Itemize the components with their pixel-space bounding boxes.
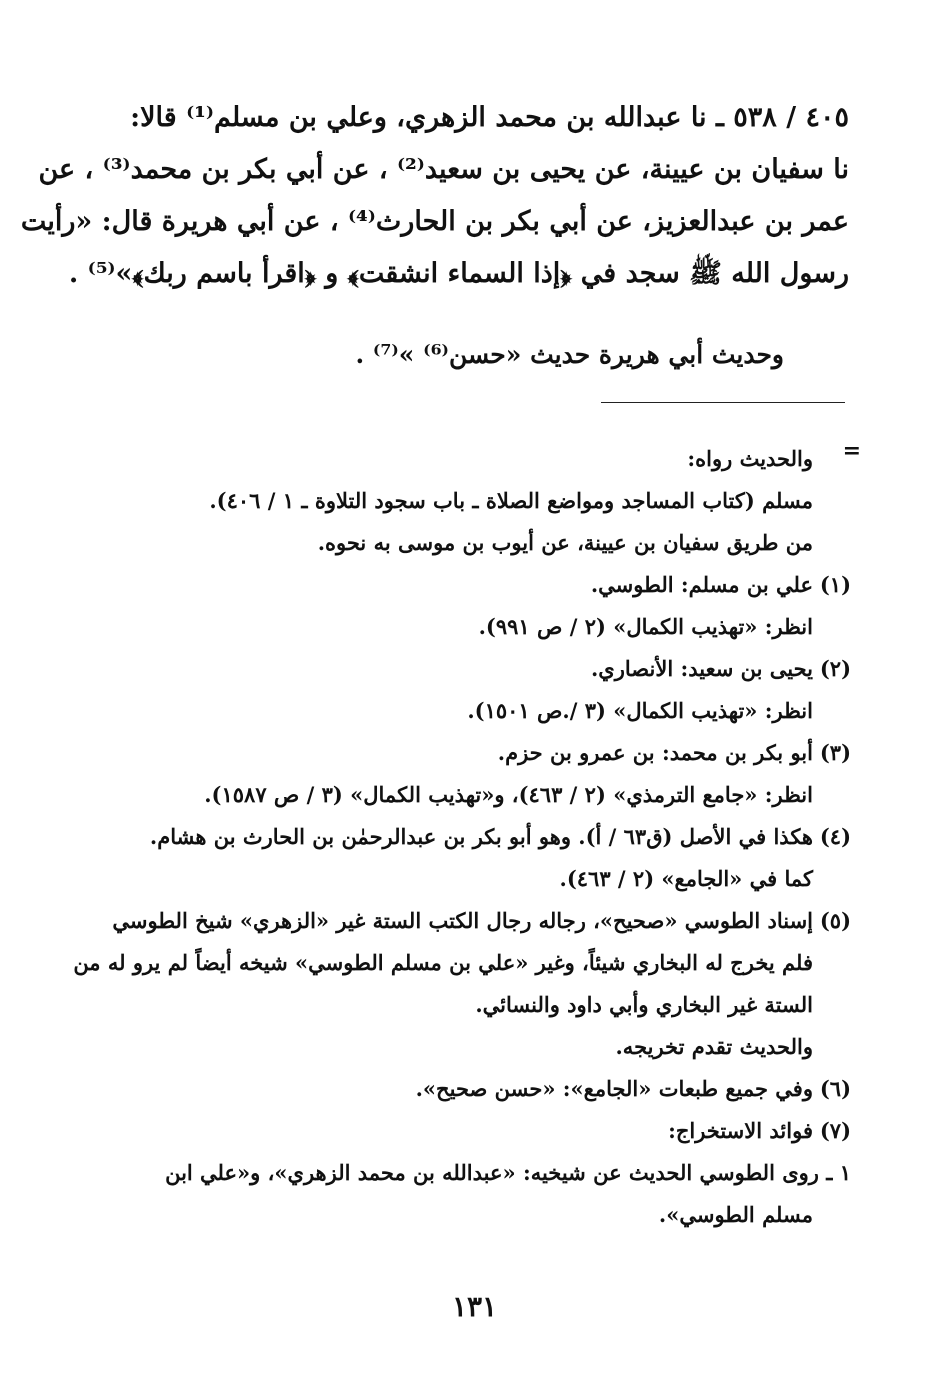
benefit-line: مسلم الطوسي». <box>658 1202 813 1227</box>
footnote-text: إسناد الطوسي «صحيح»، رجاله رجال الكتب الستة غير «الزهري» شيخ الطوسي <box>112 908 813 933</box>
footnotes <box>73 438 851 1236</box>
benefit-line: ١ ـ روى الطوسي الحديث عن شيخيه: «عبدالله بن محمد الزهري»، و«علي ابن <box>165 1160 851 1185</box>
footnote-separator <box>601 402 845 403</box>
footnote-number: (٧) <box>819 1118 851 1143</box>
footnote-7 <box>139 1110 851 1152</box>
footnote-number: (٣) <box>819 740 851 765</box>
footnote-ref: انظر: «جامع الترمذي» (٢ / ٤٦٣)، و«تهذيب الكمال» (٣ / ص ١٥٨٧). <box>204 782 813 807</box>
footnote-text: والحديث تقدم تخريجه. <box>615 1034 813 1059</box>
footnote-1 <box>139 564 851 606</box>
footnote-2 <box>139 648 851 690</box>
footnote-text: فوائد الاستخراج: <box>668 1118 813 1143</box>
footnote-ref: انظر: «تهذيب الكمال» (٣ /.ص ١٥٠١). <box>467 698 813 723</box>
hadith-line: ٤٠٥ / ٥٣٨ ـ نا عبدالله بن محمد الزهري، وعلي بن مسلم⁽¹⁾ قالا: <box>130 102 849 133</box>
footnote-ref: انظر: «تهذيب الكمال» (٢ / ص ٩٩١). <box>478 614 813 639</box>
footnote-intro: والحديث رواه: <box>687 446 813 471</box>
footnote-number: (١) <box>819 572 851 597</box>
hadith-text <box>20 92 849 300</box>
footnote-text: وفي جميع طبعات «الجامع»: «حسن صحيح». <box>415 1076 813 1101</box>
footnote-text: يحيى بن سعيد: الأنصاري. <box>591 656 813 681</box>
footnote-4 <box>139 816 851 900</box>
footnote-text: كما في «الجامع» (٢ / ٤٦٣). <box>559 866 813 891</box>
footnote-text: الستة غير البخاري وأبي داود والنسائي. <box>475 992 813 1017</box>
footnote-intro: مسلم (كتاب المساجد ومواضع الصلاة ـ باب سجود التلاوة ـ ١ / ٤٠٦). <box>209 488 813 513</box>
hadith-verdict: وحديث أبي هريرة حديث «حسن⁽⁶⁾ »⁽⁷⁾ . <box>355 340 784 369</box>
footnote-text: أبو بكر بن محمد: بن عمرو بن حزم. <box>497 740 813 765</box>
hadith-line: نا سفيان بن عيينة، عن يحيى بن سعيد⁽²⁾ ، عن أبي بكر بن محمد⁽³⁾ ، عن <box>38 154 849 185</box>
hadith-line: رسول الله ﷺ سجد في ﴿إذا السماء انشقت﴾ و ﴿اقرأ باسم ربك﴾»⁽⁵⁾ . <box>68 258 849 289</box>
hadith-line: عمر بن عبدالعزيز، عن أبي بكر بن الحارث⁽⁴⁾ ، عن أبي هريرة قال: «رأيت <box>20 206 849 237</box>
footnote-text: فلم يخرج له البخاري شيئاً، وغير «علي بن مسلم الطوسي» شيخه أيضاً لم يرو له من <box>73 950 813 975</box>
footnote-intro: من طريق سفيان بن عيينة، عن أيوب بن موسى به نحوه. <box>317 530 813 555</box>
page-number: ١٣١ <box>451 1290 498 1323</box>
continuation-mark: = <box>842 438 861 464</box>
footnote-number: (٦) <box>819 1076 851 1101</box>
footnote-text: هكذا في الأصل (ق٦٣ / أ). وهو أبو بكر بن عبدالرحمٰن بن الحارث بن هشام. <box>149 824 813 849</box>
footnote-number: (٤) <box>819 824 851 849</box>
footnote-number: (٢) <box>819 656 851 681</box>
footnote-3 <box>139 732 851 774</box>
footnote-number: (٥) <box>819 908 851 933</box>
footnote-6 <box>139 1068 851 1110</box>
footnote-5 <box>73 900 851 1068</box>
footnote-text: علي بن مسلم: الطوسي. <box>590 572 813 597</box>
